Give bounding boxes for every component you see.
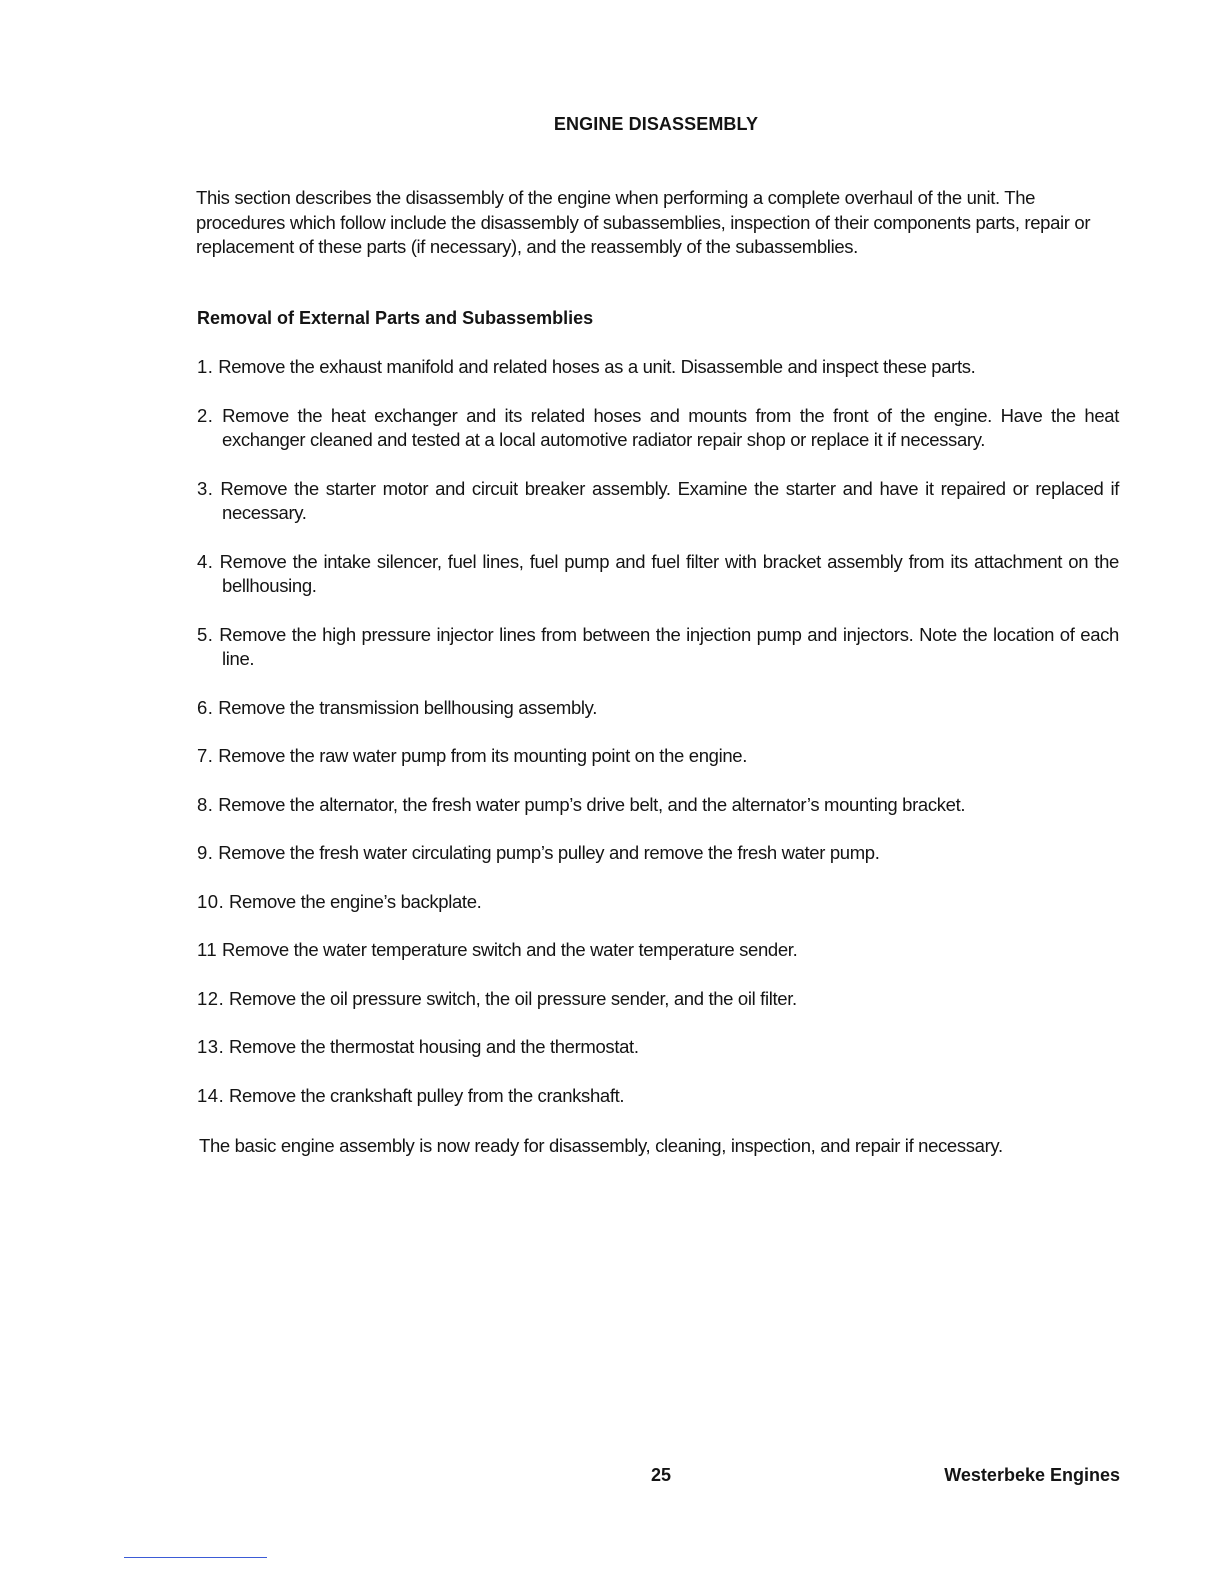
step-number: 2. [197,404,214,426]
steps-list [197,355,1119,1132]
step-item [197,841,1119,866]
step-item [197,938,1119,963]
step-number: 12. [197,987,225,1009]
step-item [197,1084,1119,1109]
step-item [197,477,1119,526]
step-text: Remove the water temperature switch and the water temperature sender. [222,939,798,960]
step-number: 3. [197,477,214,499]
step-text: Remove the heat exchanger and its related hoses and mounts from the front of the engine. Have the heat exchanger cleaned and tested at a local automotive radiator repair shop or replace it if necessary. [222,404,1119,450]
step-number: 13. [197,1036,225,1057]
step-item [197,355,1119,380]
step-item [197,696,1119,721]
step-number: 8. [197,793,214,815]
step-text: Remove the high pressure injector lines from between the injection pump and injectors. Note the location of each line. [219,623,1119,669]
step-item [197,404,1119,453]
intro-paragraph: This section describes the disassembly of the engine when performing a complete overhaul of the unit. The procedures which follow include the disassembly of subassemblies, inspection of their components parts, repair or replacement of these parts (if necessary), and the reassembly of the subassemblies. [196,187,1091,257]
step-text: Remove the intake silencer, fuel lines, fuel pump and fuel filter with bracket assembly from its attachment on the bellhousing. [219,550,1119,596]
step-number: 6. [197,696,214,718]
step-text: Remove the exhaust manifold and related hoses as a unit. Disassemble and inspect these parts. [218,356,976,377]
step-text: Remove the starter motor and circuit breaker assembly. Examine the starter and have it repaired or replaced if necessary. [220,477,1119,523]
page-number: 25 [651,1465,672,1485]
step-item [197,1035,1119,1060]
step-number: 7. [197,745,214,766]
step-number: 5. [197,623,214,645]
step-text: Remove the fresh water circulating pump’s pulley and remove the fresh water pump. [218,842,880,863]
step-item [197,550,1119,599]
step-number: 9. [197,842,214,863]
step-item [197,623,1119,672]
step-number: 1. [197,356,214,377]
step-item [197,744,1119,769]
step-item [197,987,1119,1012]
step-number: 14. [197,1084,225,1106]
step-text: Remove the crankshaft pulley from the crankshaft. [229,1084,625,1106]
bottom-rule-divider [124,1557,267,1558]
step-item [197,890,1119,915]
step-text: Remove the alternator, the fresh water pump’s drive belt, and the alternator’s mounting bracket. [218,793,966,815]
step-number: 11 [197,939,218,960]
section-heading: Removal of External Parts and Subassemblies [197,308,594,328]
step-number: 10. [197,890,225,912]
closing-paragraph: The basic engine assembly is now ready for disassembly, cleaning, inspection, and repair if necessary. [199,1135,1003,1156]
step-text: Remove the engine’s backplate. [229,890,482,912]
step-text: Remove the thermostat housing and the thermostat. [229,1036,639,1057]
footer-brand: Westerbeke Engines [944,1465,1120,1485]
step-text: Remove the transmission bellhousing assembly. [218,696,597,718]
step-number: 4. [197,550,214,572]
step-item [197,793,1119,818]
step-text: Remove the oil pressure switch, the oil pressure sender, and the oil filter. [229,987,797,1009]
page-title: ENGINE DISASSEMBLY [553,114,759,134]
step-text: Remove the raw water pump from its mounting point on the engine. [218,745,748,766]
